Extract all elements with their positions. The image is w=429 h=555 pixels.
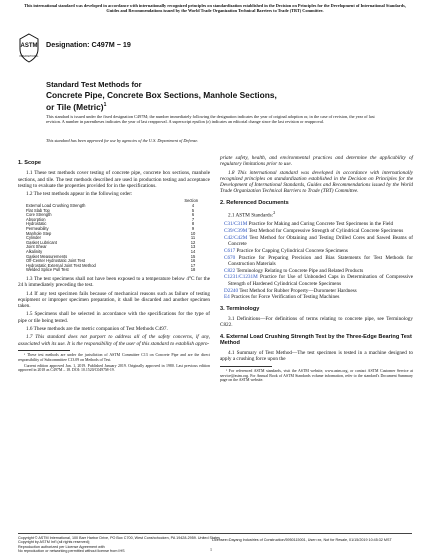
section-number: 16 <box>190 258 196 264</box>
logo-label: INTERNATIONAL <box>19 55 39 58</box>
reference-item <box>220 235 413 248</box>
top-notice: This international standard was developed in accordance with internationally recognized principles on standardization established in the Decision on Principles for the Development of International Standards, Guides and Recommendations issued by the World Trade Organization Technical Barriers to Trade (TBT) Committee. <box>24 3 406 14</box>
reference-code-link[interactable]: C1231/C1231M <box>224 274 258 281</box>
page-number: 1 <box>210 547 212 552</box>
reference-code-link[interactable]: D2240 <box>224 287 239 294</box>
title-line-1: Standard Test Methods for <box>46 80 142 89</box>
section-number: 18 <box>190 267 196 273</box>
footnote-divider <box>18 350 70 351</box>
section-name: Hydrostatic External Joint Test Method <box>26 262 96 268</box>
para-4-1: 4.1 Summary of Test Method—The test specimen is tested in a machine designed to apply a crushing force upon the <box>220 350 413 363</box>
footnote-1-edition: Current edition approved Jan. 1, 2019. Published January 2019. Originally approved in 1980. Last previous edition approved in 2018 as C497M – 18. DOI: 10.1520/C0497M-19. <box>18 363 210 373</box>
section-name: Alkalinity <box>26 249 43 255</box>
para-1-6: 1.6 These methods are the metric companion of Test Methods C497. <box>26 326 168 333</box>
para-1-7-continued: priate safety, health, and environmental practices and determine the applicability of regulatory limitations prior to use. <box>220 155 413 168</box>
reference-title: Test Method for Rubber Property—Durometer Hardness <box>239 287 357 294</box>
reference-code-link[interactable]: C42/C42M <box>224 234 248 241</box>
section-name: Gasket Measurements <box>26 253 68 259</box>
para-1-4: 1.4 If any test specimen fails because of mechanical reasons such as failure of testing equipment or improper specimen preparation, it shall be discarded and another specimen taken. <box>18 290 210 310</box>
para-1-5: 1.5 Specimens shall be selected in accordance with the specifications for the type of pipe or tile being tested. <box>18 311 210 324</box>
reference-item <box>220 274 413 287</box>
para-1-1: 1.1 These test methods cover testing of concrete pipe, concrete box sections, manhole sections, and tile. The test methods described are used in production testing and acceptance testing to evaluate the properties provided for in the specifications. <box>18 170 210 189</box>
section-name: Gasket Lubricant <box>26 239 57 245</box>
section-name: Flat Slab Top <box>26 207 50 213</box>
footer-line-4: No reproduction or networking permitted without license from IHS <box>18 549 125 554</box>
section-number: 11 <box>190 235 196 241</box>
section-name: Manhole Step <box>26 230 52 236</box>
reference-title: Practice for Making and Curing Concrete Test Specimens in the Field <box>248 221 394 228</box>
astm-logo-icon <box>18 33 40 63</box>
section-number: 10 <box>190 230 196 236</box>
page-footer <box>18 533 412 554</box>
section-number: 4 <box>191 203 195 209</box>
references-subheading: 2.1 ASTM Standards:$^2$ <box>228 210 276 219</box>
terminology-heading: 3. Terminology <box>220 305 260 312</box>
footnote-2: ² For referenced ASTM standards, visit the ASTM website, www.astm.org, or contact ASTM Customer Service at service@astm.org. For Annual Book of ASTM Standards volume information, refer to the standard's Document Summary page on the ASTM website. <box>220 368 413 383</box>
reference-code-link[interactable]: C822 <box>224 267 236 274</box>
section-number: 12 <box>190 239 196 245</box>
reference-title: Practice for Use of Unbonded Caps in Determination of Compressive Strength of Hardened Cylindrical Concrete Specimens <box>228 274 413 287</box>
section-number: 7 <box>191 216 195 222</box>
footnote-divider-right <box>220 366 272 367</box>
reference-item <box>220 248 413 254</box>
right-column <box>220 155 413 384</box>
section-number: 17 <box>190 262 196 268</box>
section-name: Core Strength <box>26 212 52 218</box>
external-load-heading: 4. External Load Crushing Strength Test by the Three-Edge Bearing Test Method <box>220 333 412 346</box>
reference-code-link[interactable]: C31/C31M <box>224 221 248 228</box>
scope-heading: 1. Scope <box>18 160 42 166</box>
title-line-2: Concrete Pipe, Concrete Box Sections, Manhole Sections, <box>46 90 277 100</box>
reference-item <box>220 255 413 268</box>
reference-item <box>220 221 413 227</box>
reference-item <box>220 228 413 234</box>
left-column <box>18 155 210 374</box>
reference-code-link[interactable]: E4 <box>224 294 230 301</box>
section-name: Cylinder <box>26 235 42 241</box>
designation: Designation: C497M − 19 <box>46 40 131 49</box>
footnote-1: ¹ These test methods are under the jurisdiction of ASTM Committee C13 on Concrete Pipe and are the direct responsibility of Subcommittee C13.09 on Methods of Test. <box>18 352 210 362</box>
footer-line-2: Copyright by ASTM Int'l (all rights reserved); <box>18 540 91 545</box>
footer-license: Licensee=Dayang Industries of Construction/5950115001, User=xx, Not for Resale, 01/15/2019 10:45:32 MST <box>212 538 392 542</box>
section-name: External Load Crushing Strength <box>26 203 86 209</box>
reference-item <box>220 288 413 294</box>
para-3-1: 3.1 Definitions—For definitions of terms relating to concrete pipe, see Terminology C822. <box>220 315 413 329</box>
standard-note: This standard is issued under the fixed designation C497M; the number immediately following the designation indicates the year of original adoption or, in the case of revision, the year of last revision. A number in parentheses indicates the year of last reapproval. A superscript epsilon (ε) indicates an editorial change since the last revision or reapproval. <box>46 114 375 125</box>
reference-item <box>220 294 413 300</box>
reference-code-link[interactable]: C670 <box>224 254 236 261</box>
para-1-8: 1.8 This international standard was developed in accordance with internationally recognized principles on standardization established in the Decision on Principles for the Development of International Standards, Guides and Recommendations issued by the World Trade Organization Technical Barriers to Trade (TBT) Committee. <box>220 169 413 195</box>
reference-code-link[interactable]: C39/C39M <box>224 227 248 234</box>
para-1-3: 1.3 The test specimens shall not have been exposed to a temperature below 4°C for the 24 h immediately preceding the test. <box>18 275 210 289</box>
section-name: Welded Splice Pull Test <box>26 267 69 273</box>
section-number: 6 <box>191 212 195 218</box>
section-row <box>26 268 202 273</box>
reference-title: Test Method for Compressive Strength of Cylindrical Concrete Specimens <box>248 227 404 234</box>
title-line-3: or Tile (Metric)$^1$ <box>46 101 107 112</box>
footer-copyright: Copyright © ASTM International, 100 Barr Harbor Drive, PO Box C700, West Conshohocken, PA 19428-2959. United States <box>18 536 221 540</box>
reference-title: Practices for Force Verification of Testing Machines <box>231 294 340 301</box>
para-1-7: 1.7 This standard does not purport to address all of the safety concerns, if any, associated with its use. It is the responsibility of the user of this standard to establish appro- <box>18 334 210 347</box>
section-name: Absorption <box>26 216 46 222</box>
section-list <box>26 199 202 273</box>
section-number: 9 <box>191 226 195 232</box>
approval-note: This standard has been approved for use by agencies of the U.S. Department of Defense. <box>46 138 199 143</box>
section-number: 15 <box>190 253 196 259</box>
reference-title: Practice for Capping Cylindrical Concrete Specimens <box>236 247 348 254</box>
svg-text:ASTM: ASTM <box>20 43 38 49</box>
reference-title: Practice for Preparing Precision and Bias Statements for Test Methods for Construction Materials <box>228 254 414 267</box>
footer-line-3: Reproduction authorized per License Agreement with <box>18 544 105 549</box>
section-number: 13 <box>190 244 196 250</box>
reference-list <box>220 221 413 301</box>
section-number: 8 <box>191 221 195 227</box>
section-name: Permeability <box>26 226 49 232</box>
section-name: Joint Shear <box>26 244 47 250</box>
para-1-2: 1.2 The test methods appear in the following order: <box>26 191 133 198</box>
title-footnote-marker: 1 <box>103 102 107 108</box>
section-number: 14 <box>190 249 196 255</box>
section-number: 5 <box>191 207 195 213</box>
reference-code-link[interactable]: C617 <box>224 247 236 254</box>
references-heading: 2. Referenced Documents <box>220 199 289 206</box>
standard-title <box>46 80 386 112</box>
reference-title: Test Method for Obtaining and Testing Drilled Cores and Sawed Beams of Concrete <box>228 234 413 247</box>
reference-title: Terminology Relating to Concrete Pipe and Related Products <box>236 267 364 274</box>
section-name: Hydrostatic <box>26 221 47 227</box>
section-name: Off-Center Hydrostatic Joint Test <box>26 258 86 264</box>
section-header: Section <box>184 198 198 204</box>
